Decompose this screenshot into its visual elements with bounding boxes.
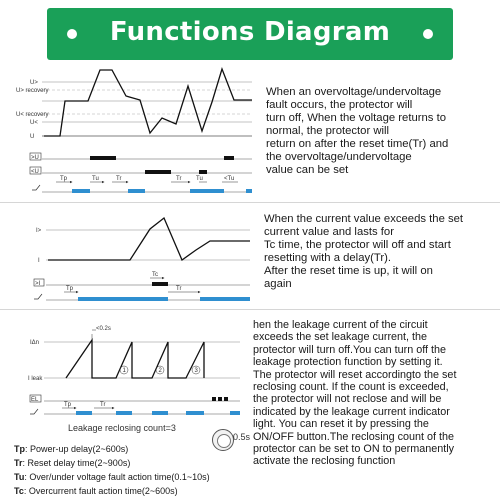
legend-tu: Tu: Over/under voltage fault action time(0.1~10s) bbox=[14, 472, 210, 482]
output-on-bar bbox=[72, 189, 90, 193]
u-label: U bbox=[30, 134, 35, 140]
u-under-recovery-label: U< recovery bbox=[16, 112, 49, 118]
leakage-curve bbox=[66, 340, 204, 378]
reclosing-count-label: Leakage reclosing count=3 bbox=[68, 423, 176, 433]
legend-tr: Tr: Reset delay time(2~900s) bbox=[14, 458, 131, 468]
current-curve bbox=[48, 218, 250, 260]
output-on-bar bbox=[128, 189, 145, 193]
switch-icon bbox=[34, 294, 42, 299]
tu-label: Tu bbox=[92, 176, 99, 182]
voltage-diagram bbox=[16, 69, 252, 193]
over-current-fault-bar bbox=[152, 282, 168, 286]
legend-tc: Tc: Overcurrent fault action time(2~600s) bbox=[14, 486, 178, 496]
leakage-description: hen the leakage current of the circuit exceeds the set leakage current, the protector will turn off.You can turn off the leakage protection function by setting it. The protector will reset accordingto the set reclosing count. If the count is exceeded, the protector will not reclose and will be indicated by the leakage current indicator light. You can reset it by pressing the ON/OFF button.The reclosing count of the protector can be set to ON to permanently activate the reclosing function bbox=[253, 319, 457, 468]
button-time-label: 0.5s bbox=[233, 432, 251, 442]
over-relay-label: >U bbox=[31, 155, 39, 161]
tr-label: Tr bbox=[176, 286, 182, 292]
count-3-label: 3 bbox=[194, 368, 198, 374]
over-fault-bar bbox=[90, 156, 116, 160]
tc-label: Tc bbox=[152, 272, 158, 278]
el-label: EL bbox=[31, 397, 39, 403]
page-title: Functions Diagram bbox=[109, 17, 391, 47]
on-off-button-icon bbox=[212, 429, 234, 451]
u-over-label: U> bbox=[30, 80, 38, 86]
output-on-bar bbox=[246, 189, 252, 193]
i-leak-label: I leak bbox=[28, 376, 43, 382]
tr-label: Tr bbox=[176, 176, 182, 182]
switch-icon bbox=[30, 409, 38, 414]
voltage-description: When an overvoltage/undervoltage fault occurs, the protector will turn off, When the voltage returns to normal, the protector will return on after the reset time(Tr) and the overvoltage/undervoltage value can be set bbox=[266, 86, 449, 176]
under-fault-bar bbox=[199, 170, 207, 174]
voltage-curve bbox=[44, 69, 252, 136]
output-on-bar bbox=[152, 411, 168, 415]
i-over-label: I> bbox=[36, 228, 42, 234]
over-current-relay-label: >I bbox=[35, 281, 41, 287]
under-fault-bar bbox=[145, 170, 171, 174]
output-on-bar bbox=[78, 297, 168, 301]
current-description: When the current value exceeds the set current value and lasts for Tc time, the protector will off and start resetting with a delay(Tr). After the reset time is up, it will on again bbox=[264, 213, 464, 290]
output-on-bar bbox=[200, 297, 250, 301]
tp-label: Tp bbox=[60, 176, 68, 182]
leakage-diagram bbox=[28, 326, 240, 415]
i-label: I bbox=[38, 258, 40, 264]
tr-label: Tr bbox=[100, 402, 106, 408]
output-on-bar bbox=[116, 411, 132, 415]
output-on-bar bbox=[76, 411, 92, 415]
tp-label: Tp bbox=[64, 402, 72, 408]
under-relay-label: <U bbox=[31, 169, 39, 175]
i-delta-n-label: IΔn bbox=[30, 340, 40, 346]
output-on-bar bbox=[186, 411, 204, 415]
count-2-label: 2 bbox=[158, 368, 162, 374]
u-over-recovery-label: U> recovery bbox=[16, 88, 49, 94]
count-1-label: 1 bbox=[122, 368, 126, 374]
tu-short-label: <Tu bbox=[224, 176, 235, 182]
over-fault-bar bbox=[224, 156, 234, 160]
u-under-label: U< bbox=[30, 120, 38, 126]
tr-label: Tr bbox=[116, 176, 122, 182]
switch-icon bbox=[32, 185, 40, 190]
delay-label: <0.2s bbox=[96, 326, 111, 332]
current-diagram bbox=[34, 218, 250, 301]
output-on-bar bbox=[230, 411, 240, 415]
legend-tp: Tp: Power-up delay(2~600s) bbox=[14, 444, 129, 454]
tp-label: Tp bbox=[66, 286, 74, 292]
tu-label: Tu bbox=[196, 176, 203, 182]
output-on-bar bbox=[190, 189, 224, 193]
